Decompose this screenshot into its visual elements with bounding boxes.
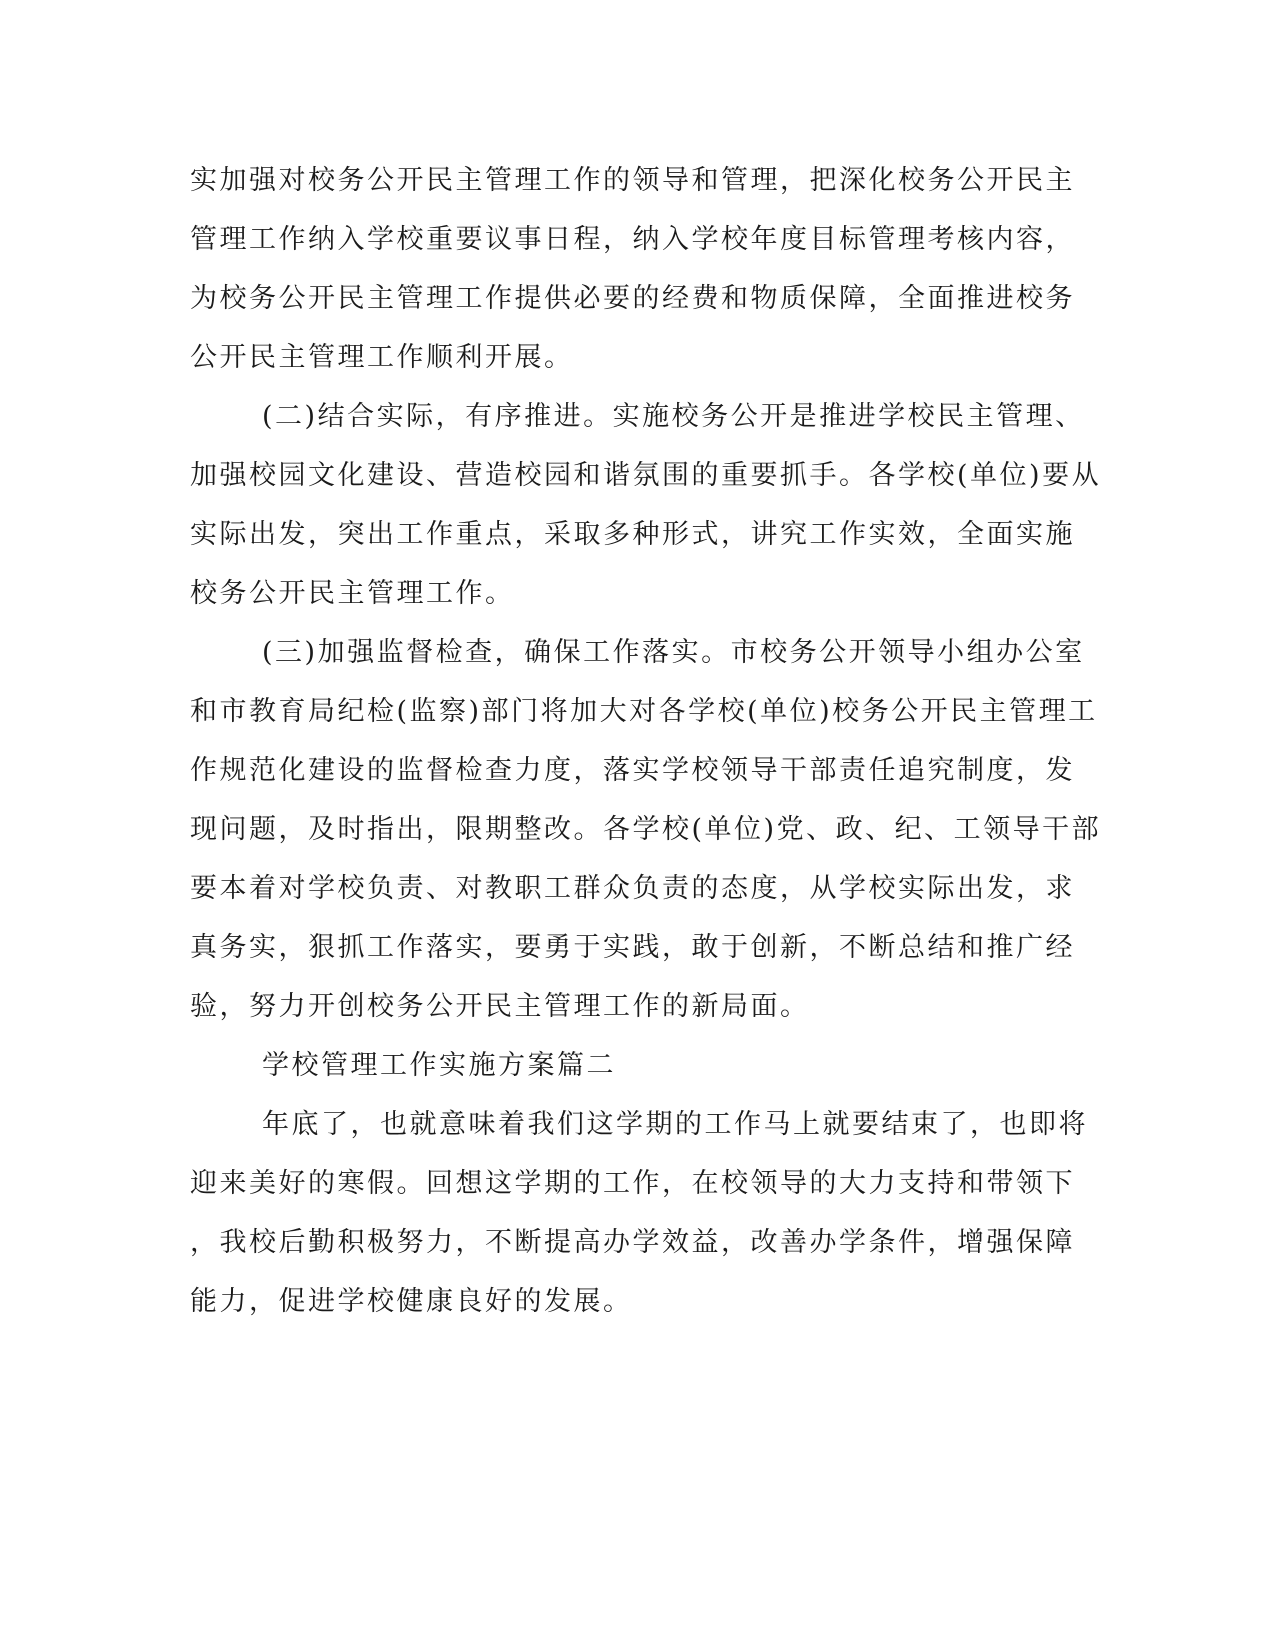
text-line: 验，努力开创校务公开民主管理工作的新局面。 xyxy=(190,991,810,1022)
text-line: 公开民主管理工作顺利开展。 xyxy=(190,342,574,373)
text-line: 为校务公开民主管理工作提供必要的经费和物质保障，全面推进校务 xyxy=(190,283,1075,314)
paragraph-start-line: (三)加强监督检查，确保工作落实。市校务公开领导小组办公室 xyxy=(262,637,1085,668)
text-line: 校务公开民主管理工作。 xyxy=(190,578,515,609)
text-line: 真务实，狠抓工作落实，要勇于实践，敢于创新，不断总结和推广经 xyxy=(190,932,1075,963)
text-line: 实加强对校务公开民主管理工作的领导和管理，把深化校务公开民主 xyxy=(190,165,1075,196)
text-line: ，我校后勤积极努力，不断提高办学效益，改善办学条件，增强保障 xyxy=(190,1227,1075,1258)
text-line: 实际出发，突出工作重点，采取多种形式，讲究工作实效，全面实施 xyxy=(190,519,1075,550)
section-heading: 学校管理工作实施方案篇二 xyxy=(262,1050,616,1081)
text-line: 现问题，及时指出，限期整改。各学校(单位)党、政、纪、工领导干部 xyxy=(190,814,1102,845)
text-line: 作规范化建设的监督检查力度，落实学校领导干部责任追究制度，发 xyxy=(190,755,1075,786)
text-line: 和市教育局纪检(监察)部门将加大对各学校(单位)校务公开民主管理工 xyxy=(190,696,1098,727)
paragraph-start-line: 年底了，也就意味着我们这学期的工作马上就要结束了，也即将 xyxy=(262,1109,1088,1140)
text-line: 管理工作纳入学校重要议事日程，纳入学校年度目标管理考核内容， xyxy=(190,224,1075,255)
text-line: 能力，促进学校健康良好的发展。 xyxy=(190,1286,633,1317)
paragraph-start-line: (二)结合实际，有序推进。实施校务公开是推进学校民主管理、 xyxy=(262,401,1085,432)
text-line: 迎来美好的寒假。回想这学期的工作，在校领导的大力支持和带领下 xyxy=(190,1168,1075,1199)
text-line: 要本着对学校负责、对教职工群众负责的态度，从学校实际出发，求 xyxy=(190,873,1075,904)
text-line: 加强校园文化建设、营造校园和谐氛围的重要抓手。各学校(单位)要从 xyxy=(190,460,1102,491)
